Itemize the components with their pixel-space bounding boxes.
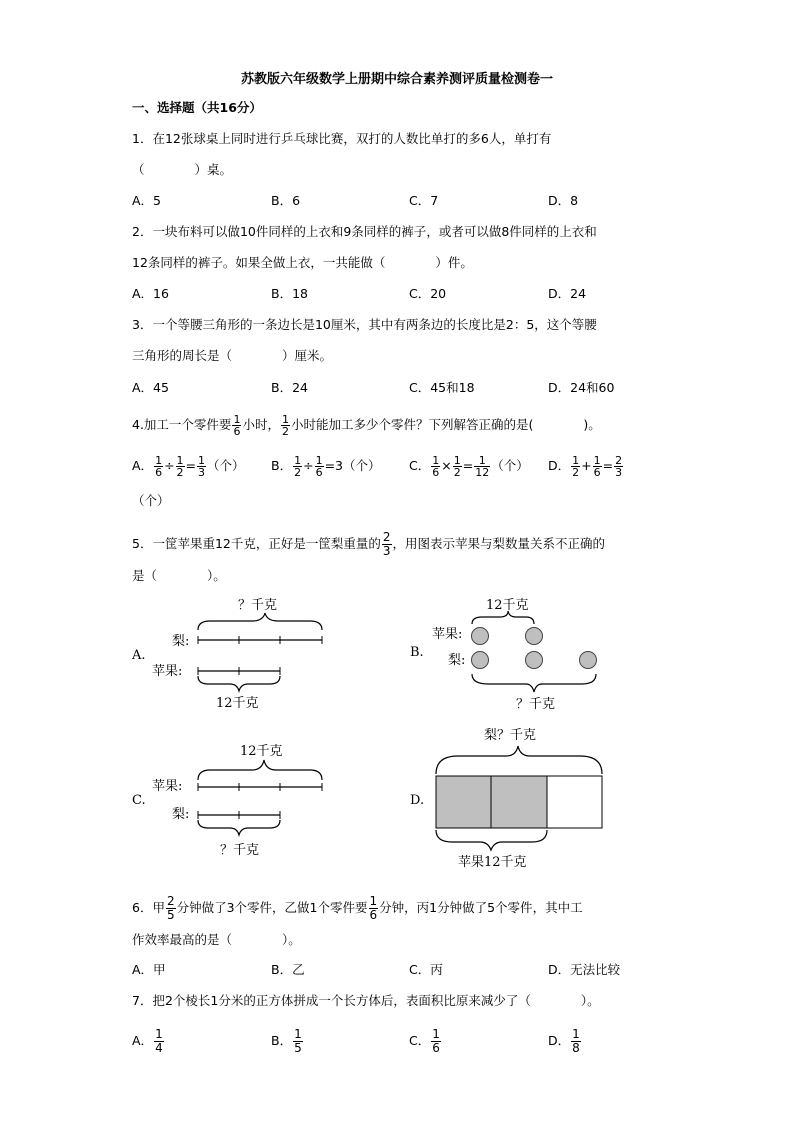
q2-option-b[interactable]: B．18 <box>271 286 308 301</box>
q5-a-top-label: ？千克 <box>238 598 278 613</box>
q5-a-row1-label: 梨: <box>172 634 190 649</box>
q5-b-apple-circle <box>472 628 489 645</box>
q7-option-a[interactable]: A． $\frac{1}{4}$ <box>132 1027 163 1055</box>
q5-d-pear-cell <box>547 776 602 828</box>
q1-line1: 1．在12张球桌上同时进行乒乓球比赛，双打的人数比单打的多6人，单打有 <box>132 131 552 146</box>
q2-line1: 2．一块布料可以做10件同样的上衣和9条同样的裤子，或者可以做8件同样的上衣和 <box>132 224 597 239</box>
q5-b-label: B. <box>410 645 424 660</box>
q7-line1: 7．把2个棱长1分米的正方体拼成一个长方体后，表面积比原来减少了（ ）。 <box>132 993 600 1008</box>
q2-line2: 12条同样的裤子。如果全做上衣，一共能做（ ）件。 <box>132 255 473 270</box>
q5-stem: 5．一筐苹果重12千克，正好是一筐梨重量的 $\frac{2}{3}$ ，用图表示苹果与梨数量关系不正确的 <box>132 530 606 558</box>
q3-line1: 3．一个等腰三角形的一条边长是10厘米，其中有两条边的长度比是2：5，这个等腰 <box>132 317 597 332</box>
q4-option-a[interactable]: A． $\frac{1}{6}$ ÷ $\frac{1}{2}$ = $\frac{1}{3}$ （个） <box>132 454 245 479</box>
q1-option-a[interactable]: A．5 <box>132 193 162 208</box>
q1-line2: （ ）桌。 <box>132 162 233 177</box>
q5-b-bottom-brace <box>472 674 596 692</box>
q5-c-label: C. <box>132 793 146 808</box>
q5-c-bottom-label: ？千克 <box>220 843 260 858</box>
q2-option-c[interactable]: C．20 <box>409 286 447 301</box>
q5-c-top-brace <box>198 760 322 780</box>
q3-line2: 三角形的周长是（ ）厘米。 <box>132 348 333 363</box>
q5-line2: 是（ ）。 <box>132 568 226 583</box>
q6-option-d[interactable]: D．无法比较 <box>548 962 621 977</box>
q5-a-bottom-label: 12千克 <box>216 696 259 711</box>
q6-line2: 作效率最高的是（ ）。 <box>132 932 301 947</box>
q5-b-pear-circle <box>580 652 597 669</box>
q5-d-apple-cell <box>436 776 491 828</box>
q7-option-d[interactable]: D． $\frac{1}{8}$ <box>548 1027 580 1055</box>
q4-option-a-wrap: （个） <box>132 493 170 508</box>
q6-stem: 6．甲 $\frac{2}{5}$ 分钟做了3个零件，乙做1个零件要 $\frac{1}{6}$ 分钟，丙1分钟做了5个零件，其中工 <box>132 894 583 922</box>
q5-option-c-diagram[interactable] <box>130 738 340 862</box>
q4-option-d[interactable]: D． $\frac{1}{2}$ + $\frac{1}{6}$ = $\frac{2}{3}$ <box>548 454 623 479</box>
q4-option-c[interactable]: C． $\frac{1}{6}$ × $\frac{1}{2}$ = $\frac{1}{12}$ （个） <box>409 454 529 479</box>
q4-option-b[interactable]: B． $\frac{1}{2}$ ÷ $\frac{1}{6}$ =3（个） <box>271 454 381 479</box>
q5-a-bottom-brace <box>198 676 280 691</box>
q5-d-bottom-brace <box>436 830 547 850</box>
q5-d-bottom-label: 苹果12千克 <box>458 855 527 870</box>
section-heading: 一、选择题（共16分） <box>132 100 262 115</box>
q5-b-pear-circle <box>472 652 489 669</box>
q5-b-bottom-label: ？千克 <box>516 697 556 712</box>
q5-b-apple-circle <box>526 628 543 645</box>
q2-option-a[interactable]: A．16 <box>132 286 169 301</box>
q5-a-top-brace <box>198 613 322 630</box>
q5-d-apple-cell <box>491 776 547 828</box>
q5-b-top-label: 12千克 <box>486 598 529 613</box>
q5-d-label: D. <box>410 793 425 808</box>
q5-option-b-diagram[interactable] <box>408 594 608 714</box>
q1-option-d[interactable]: D．8 <box>548 193 579 208</box>
q5-b-pear-circle <box>526 652 543 669</box>
q6-option-b[interactable]: B．乙 <box>271 962 305 977</box>
q5-b-row1-label: 苹果: <box>432 627 463 642</box>
q7-option-b[interactable]: B． $\frac{1}{5}$ <box>271 1027 302 1055</box>
q5-d-top-label: 梨？千克 <box>484 728 537 743</box>
q1-option-c[interactable]: C．7 <box>409 193 439 208</box>
q3-option-c[interactable]: C．45和18 <box>409 380 475 395</box>
q5-option-d-diagram[interactable] <box>408 722 608 872</box>
q5-d-top-brace <box>436 746 602 774</box>
q5-a-row2-label: 苹果: <box>152 664 183 679</box>
q3-option-b[interactable]: B．24 <box>271 380 308 395</box>
q7-option-c[interactable]: C． $\frac{1}{6}$ <box>409 1027 440 1055</box>
q5-c-row1-label: 苹果: <box>152 779 183 794</box>
q5-option-a-diagram[interactable] <box>130 592 340 714</box>
q2-option-d[interactable]: D．24 <box>548 286 587 301</box>
page-title: 苏教版六年级数学上册期中综合素养测评质量检测卷一 <box>240 72 553 87</box>
q5-c-row2-label: 梨: <box>172 807 190 822</box>
q4-stem: 4.加工一个零件要 $\frac{1}{6}$ 小时， $\frac{1}{2}$ 小时能加工多少个零件？下列解答正确的是( )。 <box>132 413 601 438</box>
q5-a-label: A. <box>132 648 146 663</box>
q1-option-b[interactable]: B．6 <box>271 193 301 208</box>
q6-option-c[interactable]: C．丙 <box>409 962 443 977</box>
q6-option-a[interactable]: A．甲 <box>132 962 166 977</box>
q5-c-bottom-brace <box>198 820 280 835</box>
q3-option-a[interactable]: A．45 <box>132 380 169 395</box>
q5-c-top-label: 12千克 <box>240 744 283 759</box>
q5-b-row2-label: 梨: <box>448 653 466 668</box>
q3-option-d[interactable]: D．24和60 <box>548 380 615 395</box>
